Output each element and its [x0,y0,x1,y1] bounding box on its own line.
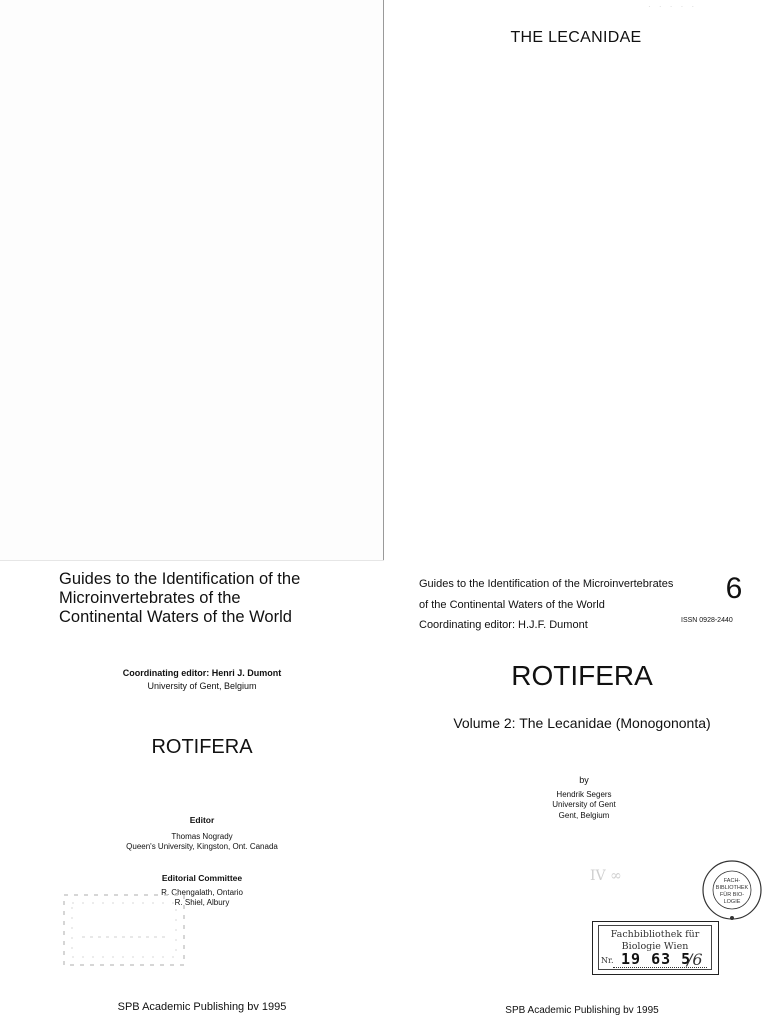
blank-verso-page [0,0,384,560]
university-library-round-stamp [701,859,763,921]
volume-subtitle: Volume 2: The Lecanidae (Monogononta) [453,715,711,731]
stamp-center-line: FACH- [723,878,741,884]
series-line: of the Continental Waters of the World [419,598,605,611]
series-line: Guides to the Identification of the Microinvertebrates [419,578,674,590]
book-title: ROTIFERA [511,660,653,691]
coordinating-editor-block [20,667,384,693]
editor-block [20,815,384,853]
publisher-imprint: SPB Academic Publishing bv 1995 [505,1005,659,1016]
series-title-line: Microinvertebrates of the [59,589,241,607]
series-title-line: Continental Waters of the World [59,608,292,626]
committee-heading: Editorial Committee [161,873,243,883]
library-stamp-line: Fachbibliothek für [610,929,700,940]
accession-dotted-line [613,967,707,968]
author-name: Hendrik Segers [556,789,612,799]
stamp-center-line: FÜR BIO- [719,892,745,898]
author-affiliation: University of Gent [552,800,616,809]
subject-title: ROTIFERA [151,736,253,758]
editor-heading: Editor [189,815,215,825]
faded-stamp-mark [62,893,186,967]
series-title [59,570,379,627]
stamp-center-line: LOGIE [723,899,741,905]
author-location: Gent, Belgium [558,810,610,820]
page-fold-divider [0,560,384,561]
accession-number: 19 63 5 [621,950,692,968]
editor-name: Thomas Nogrady [171,831,233,841]
committee-member: R. Chengalath, Ontario [161,887,243,897]
stamp-center-line: BIBLIOTHEK [715,885,749,891]
publisher-imprint: SPB Academic Publishing bv 1995 [117,1001,287,1013]
committee-member: R. Shiel, Albury [174,898,230,907]
accession-number-label: Nr. [601,956,614,965]
series-title-line: Guides to the Identification of the [59,570,301,588]
coordinating-editor: Coordinating editor: Henri J. Dumont [122,668,282,678]
series-volume-number: 6 [725,572,743,605]
coordinating-affiliation: University of Gent, Belgium [147,681,257,691]
half-title-page [384,0,768,560]
author-block [484,775,684,821]
series-line: Coordinating editor: H.J.F. Dumont [419,619,588,631]
library-stamp-line: Biologie Wien [621,941,689,952]
accession-number-suffix: /6 [687,950,703,969]
library-accession-stamp [592,921,719,975]
half-title: THE LECANIDAE [510,29,642,46]
pencil-scribble-mark: · · · · · [648,2,698,11]
editor-affiliation: Queen's University, Kingston, Ont. Canada [126,842,278,851]
by-label: by [579,775,589,785]
page-spine-divider [383,0,384,560]
issn: ISSN 0928-2440 [681,617,733,624]
pencil-annotation: IV ∞ [590,868,622,884]
series-statement [419,574,719,636]
